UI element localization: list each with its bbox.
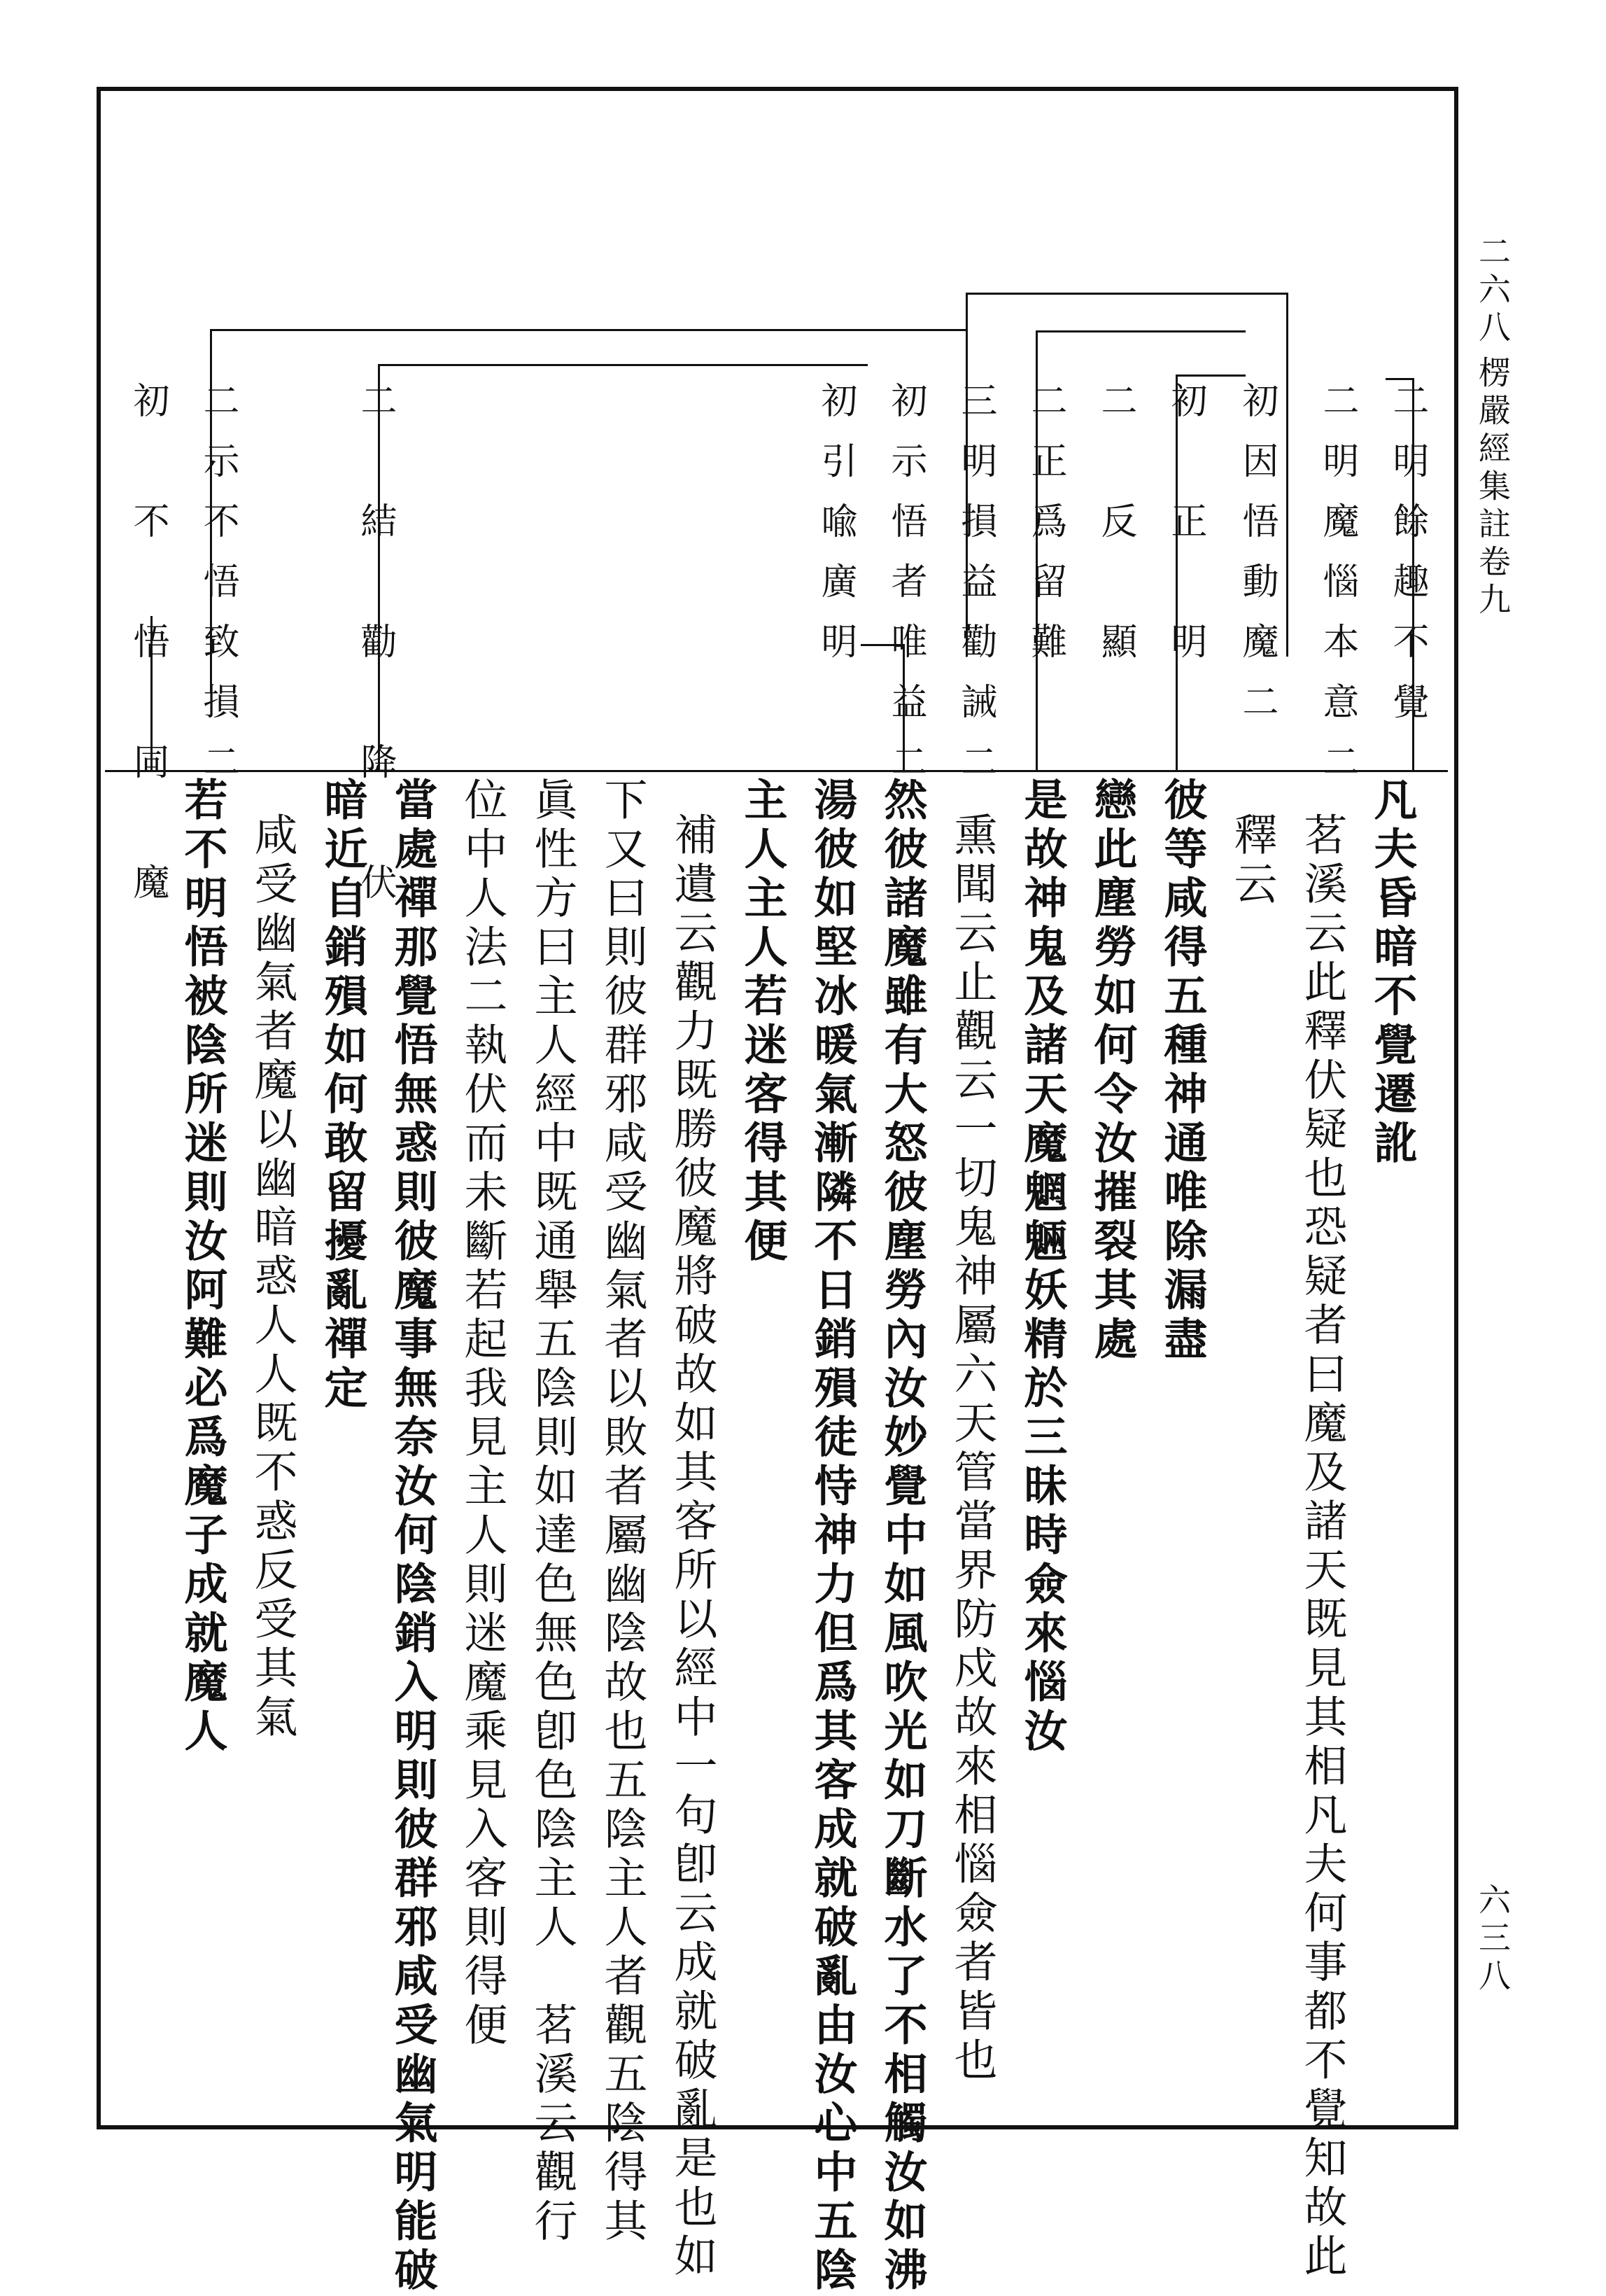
text-column: 然彼諸魔雖有大怒彼塵勞內汝妙覺中如風吹光如刀斷水了不相觸汝如沸	[877, 777, 928, 2296]
book-title: 楞嚴經集註卷九	[1474, 356, 1512, 620]
page-number-bottom: 六三八	[1474, 1883, 1512, 1996]
text-column: 主人主人若迷客得其便	[737, 777, 788, 1267]
text-column: 是故神鬼及諸天魔魍魎妖精於三昧時僉來惱汝	[1017, 777, 1068, 1757]
bracket-line	[378, 364, 868, 366]
text-column: 下又曰則彼群邪咸受幽氣者以敗者屬幽陰故也五陰主人者觀五陰得其	[597, 777, 648, 2247]
text-column: 當處禪那覺悟無惑則彼魔事無奈汝何陰銷入明則彼群邪咸受幽氣明能破	[387, 777, 438, 2296]
outline-item: 二 反 顯	[1094, 382, 1136, 682]
page-number-top: 二六八	[1474, 234, 1512, 348]
text-column: 若不明悟被陰所迷則汝阿難必爲魔子成就魔人	[177, 777, 228, 1757]
outline-divider	[105, 770, 1448, 772]
text-column: 眞性方曰主人經中既通舉五陰則如達色無色卽色陰主人 茗溪云觀行	[527, 777, 578, 2247]
outline-item: 二 結 勸 降 伏	[354, 382, 396, 923]
outline-item: 初 正 明	[1164, 382, 1206, 682]
outline-item: 二明餘趣不覺	[1386, 382, 1428, 743]
text-column: 補遺云觀力既勝彼魔將破故如其客所以經中一句卽云成就破亂是也如	[667, 812, 718, 2282]
outline-item: 初引喩廣明	[815, 382, 857, 682]
bracket-line	[1386, 378, 1414, 380]
text-column: 釋云	[1227, 812, 1278, 910]
outline-item: 三明損益勸誡二	[955, 382, 996, 803]
outline-item: 初因悟動魔二	[1236, 382, 1278, 743]
text-column: 戀此塵勞如何令汝摧裂其處	[1087, 777, 1138, 1365]
text-column: 位中人法二執伏而未斷若起我見主人則迷魔乘見入客則得便	[457, 777, 508, 2051]
text-column: 咸受幽氣者魔以幽暗惑人人既不惑反受其氣	[247, 812, 298, 1743]
outline-item: 二正爲留難	[1024, 382, 1066, 682]
text-column: 彼等咸得五種神通唯除漏盡	[1157, 777, 1208, 1365]
outline-item: 初 不 悟 同 魔	[127, 382, 169, 923]
outline-item: 二示不悟致損二	[197, 382, 239, 803]
outline-item: 初示悟者唯益二	[885, 382, 927, 803]
bracket-line	[966, 293, 1288, 295]
text-column: 茗溪云此釋伏疑也恐疑者曰魔及諸天既見其相凡夫何事都不覺知故此	[1297, 812, 1348, 2282]
outline-item: 二明魔惱本意二	[1316, 382, 1358, 803]
text-column: 熏聞云止觀云一切鬼神屬六天管當界防戍故來相惱僉者皆也	[947, 812, 998, 2086]
bracket-line	[1036, 330, 1246, 332]
text-column: 凡夫昏暗不覺遷訛	[1367, 777, 1418, 1169]
bracket-line	[1176, 374, 1246, 377]
text-column: 暗近自銷殞如何敢留擾亂禪定	[317, 777, 368, 1414]
text-column: 湯彼如堅冰暖氣漸隣不日銷殞徒恃神力但爲其客成就破亂由汝心中五陰	[807, 777, 858, 2296]
bracket-line	[1286, 293, 1288, 657]
bracket-line	[210, 329, 966, 331]
